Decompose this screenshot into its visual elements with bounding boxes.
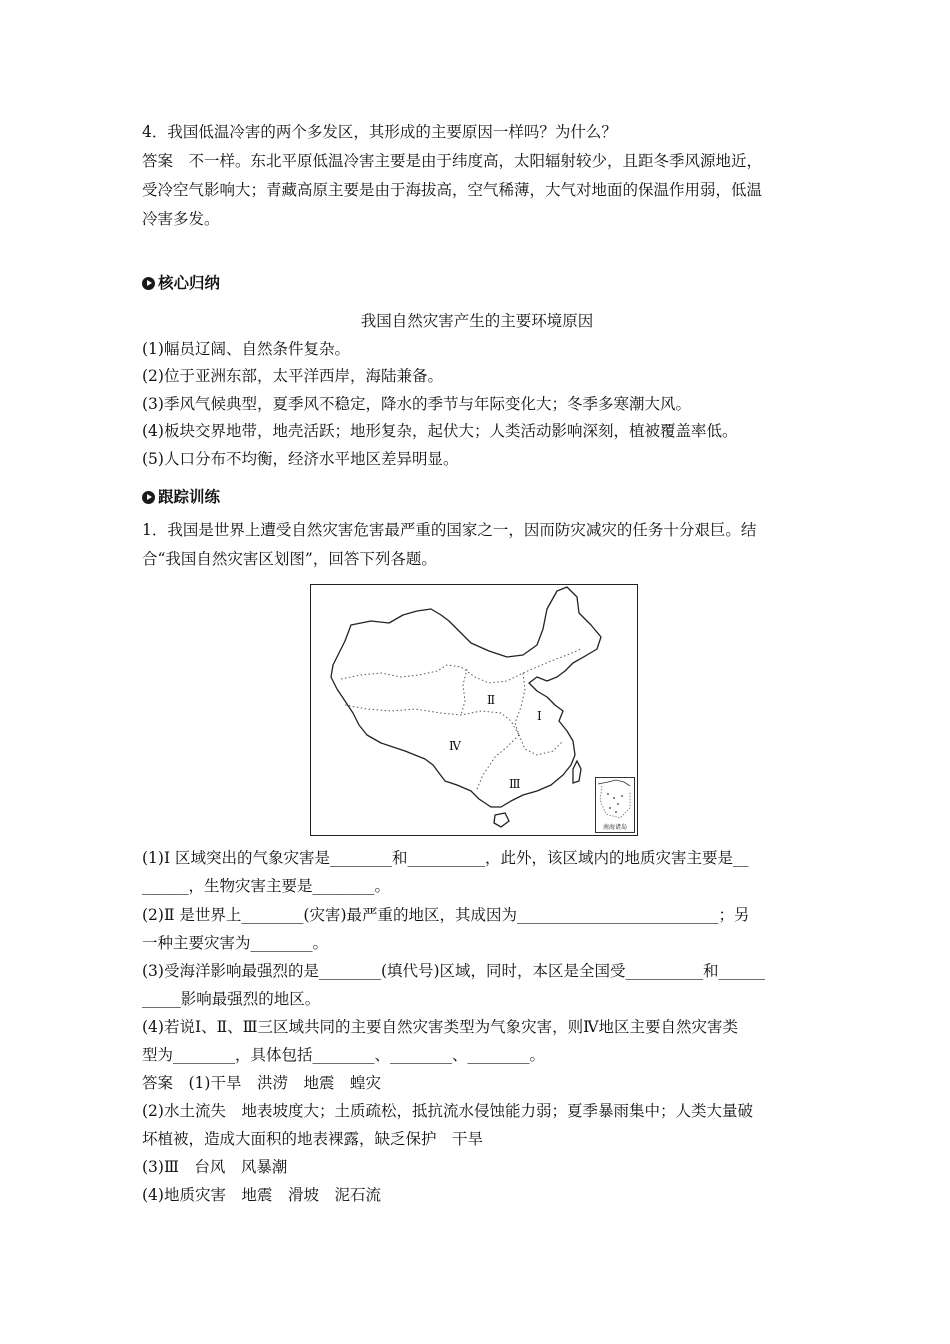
answer-4-line-3: 冷害多发。 (142, 210, 220, 228)
play-circle-icon (142, 277, 155, 290)
core-item-4: (4)板块交界地带，地壳活跃；地形复杂，起伏大；人类活动影响深刻，植被覆盖率低。 (142, 422, 738, 440)
core-item-2: (2)位于亚洲东部，太平洋西岸，海陆兼备。 (142, 367, 443, 385)
answer-4-line-2: 受冷空气影响大；青藏高原主要是由于海拔高，空气稀薄，大气对地面的保温作用弱，低温 (142, 181, 763, 199)
sub-question-3-line-1: (3)受海洋影响最强烈的是________(填代号)区域，同时，本区是全国受__________和______ (142, 962, 766, 980)
answer-line-1: 答案 (1)干旱 洪涝 地震 蝗灾 (142, 1074, 381, 1092)
south-china-sea-inset (595, 777, 635, 833)
training-heading (142, 487, 220, 507)
answer-line-4: (3)Ⅲ 台风 风暴潮 (142, 1158, 288, 1176)
zone-boundary-north (341, 649, 581, 683)
core-item-5: (5)人口分布不均衡，经济水平地区差异明显。 (142, 450, 459, 468)
play-circle-icon (142, 491, 155, 504)
answer-4-line-1: 答案 不一样。东北平原低温冷害主要是由于纬度高，太阳辐射较少，且距冬季风源地近， (142, 152, 763, 170)
disaster-zoning-map (310, 584, 638, 836)
answer-line-2: (2)水土流失 地表坡度大；土质疏松，抵抗流水侵蚀能力弱；夏季暴雨集中；人类大量破 (142, 1102, 753, 1120)
inset-label: 南海诸岛 (602, 824, 627, 831)
china-outline-map (311, 585, 637, 835)
region-label-iv: Ⅳ (449, 739, 461, 753)
china-border (331, 587, 601, 807)
inset-islands-map (596, 778, 634, 822)
sub-question-4-line-1: (4)若说Ⅰ、Ⅱ、Ⅲ三区域共同的主要自然灾害类型为气象灾害，则Ⅳ地区主要自然灾害类 (142, 1018, 739, 1036)
question-4: 4．我国低温冷害的两个多发区，其形成的主要原因一样吗？为什么？ (142, 123, 617, 141)
region-label-i: Ⅰ (537, 709, 542, 723)
region-label-iii: Ⅲ (509, 777, 521, 791)
inset-coast (598, 780, 630, 786)
answer-line-3: 坏植被，造成大面积的地表裸露，缺乏保护 干旱 (142, 1130, 484, 1148)
answer-line-5: (4)地质灾害 地震 滑坡 泥石流 (142, 1186, 381, 1204)
core-summary-heading (142, 273, 220, 293)
sub-question-4-line-2: 型为________，具体包括________、________、________。 (142, 1046, 546, 1064)
zone-boundary-ii-iv (345, 705, 519, 735)
sub-question-1-line-2: ______，生物灾害主要是________。 (142, 877, 391, 895)
core-summary-title: 我国自然灾害产生的主要环境原因 (360, 312, 594, 330)
taiwan-island (573, 761, 581, 783)
training-heading-text: 跟踪训练 (158, 488, 221, 506)
core-item-1: (1)幅员辽阔、自然条件复杂。 (142, 340, 350, 358)
sub-question-3-line-2: _____影响最强烈的地区。 (142, 990, 321, 1008)
region-label-ii: Ⅱ (487, 693, 496, 707)
zone-boundary-ii (461, 669, 467, 715)
sub-question-2-line-2: 一种主要灾害为________。 (142, 934, 329, 952)
inset-dashed-line (600, 786, 630, 818)
hainan-island (494, 813, 509, 827)
training-intro-line-2: 合“我国自然灾害区划图”，回答下列各题。 (142, 550, 437, 568)
core-item-3: (3)季风气候典型，夏季风不稳定，降水的季节与年际变化大；冬季多寒潮大风。 (142, 395, 691, 413)
sub-question-1-line-1: (1)Ⅰ 区域突出的气象灾害是________和__________，此外，该区域内的地质灾害主要是__ (142, 849, 749, 867)
core-summary-heading-text: 核心归纳 (158, 274, 221, 292)
sub-question-2-line-1: (2)Ⅱ 是世界上________(灾害)最严重的地区，其成因为__________________________；另 (142, 906, 750, 924)
training-intro-line-1: 1．我国是世界上遭受自然灾害危害最严重的国家之一，因而防灾减灾的任务十分艰巨。结 (142, 521, 757, 539)
